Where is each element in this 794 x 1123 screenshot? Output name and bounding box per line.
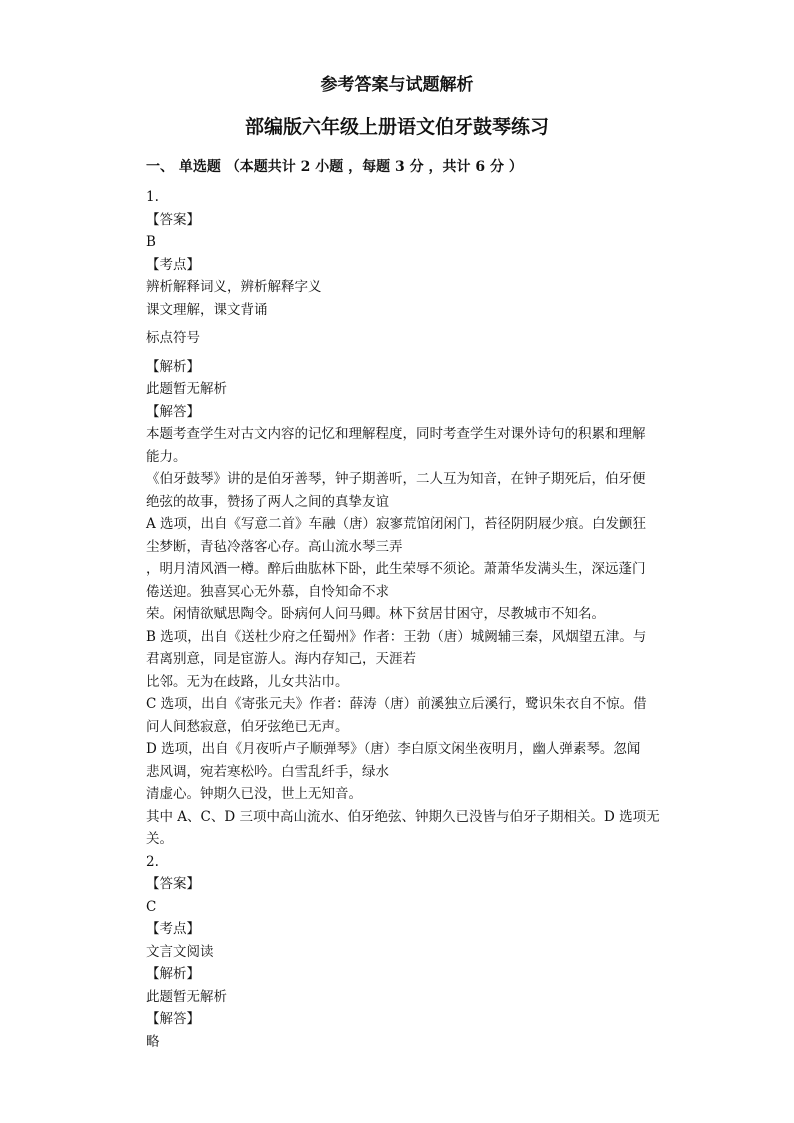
solution-line: 本题考查学生对古文内容的记忆和理解程度，同时考查学生对课外诗句的积累和理解 bbox=[146, 426, 646, 442]
solution-line: 绝弦的故事，赞扬了两人之间的真挚友谊 bbox=[146, 493, 389, 510]
doc-subtitle: 部编版六年级上册语文伯牙鼓琴练习 bbox=[244, 116, 549, 138]
q1-number: 1. bbox=[146, 189, 159, 205]
q2-number: 2. bbox=[146, 853, 159, 870]
q1-answer-label: 【答案】 bbox=[146, 211, 200, 228]
q2-analysis: 此题暂无解析 bbox=[146, 988, 227, 1005]
solution-line: C 选项，出自《寄张元夫》作者：薛涛（唐）前溪独立后溪行，鹭识朱衣自不惊。借 bbox=[146, 696, 647, 712]
q2-analysis-label: 【解析】 bbox=[146, 966, 200, 982]
q1-point: 标点符号 bbox=[146, 330, 200, 346]
solution-line: A 选项，出自《写意二首》车融（唐）寂寥荒馆闭闲门，苔径阴阴屐少痕。白发颤狂 bbox=[146, 516, 647, 532]
q1-solution bbox=[146, 423, 686, 851]
q1-analysis-label: 【解析】 bbox=[146, 358, 200, 375]
solution-line: 能力。 bbox=[146, 448, 187, 465]
q1-solution-label: 【解答】 bbox=[146, 403, 200, 420]
q1-answer: B bbox=[146, 234, 156, 250]
q1-point: 课文理解，课文背诵 bbox=[146, 301, 268, 318]
solution-line: 《伯牙鼓琴》讲的是伯牙善琴，钟子期善听，二人互为知音，在钟子期死后，伯牙便 bbox=[146, 471, 646, 487]
q2-solution-label: 【解答】 bbox=[146, 1011, 200, 1027]
solution-line: 比邻。无为在歧路，儿女共沾巾。 bbox=[146, 673, 349, 690]
solution-line: ，明月清风酒一樽。醉后曲肱林下卧，此生荣辱不须论。萧萧华发满头生，深远蓬门 bbox=[146, 561, 646, 577]
solution-line: 其中 A、C、D 三项中高山流水、伯牙绝弦、钟期久已没皆与伯牙子期相关。D 选项无 bbox=[146, 808, 660, 825]
solution-line: D 选项，出自《月夜听卢子顺弹琴》（唐）李白原文闲坐夜明月，幽人弹素琴。忽闻 bbox=[146, 741, 641, 757]
q2-answer-label: 【答案】 bbox=[146, 876, 200, 892]
solution-line: 君离别意，同是宦游人。海内存知己，天涯若 bbox=[146, 651, 416, 667]
solution-line: 荣。闲情欲赋思陶令。卧病何人问马卿。林下贫居甘困守，尽教城市不知名。 bbox=[146, 606, 605, 622]
solution-line: 悲风调，宛若寒松吟。白雪乱纤手，绿水 bbox=[146, 763, 389, 780]
section-heading: 一、 单选题 （本题共计 2 小题 ，每题 3 分 ，共计 6 分 ） bbox=[146, 159, 523, 175]
q1-points-label: 【考点】 bbox=[146, 256, 200, 273]
q1-analysis: 此题暂无解析 bbox=[146, 381, 227, 397]
solution-line: 尘梦断，青毡冷落客心存。高山流水琴三弄 bbox=[146, 538, 403, 555]
doc-title: 参考答案与试题解析 bbox=[320, 75, 474, 95]
q2-answer: C bbox=[146, 898, 157, 915]
q2-points-label: 【考点】 bbox=[146, 921, 200, 937]
solution-line: 清虚心。钟期久已没，世上无知音。 bbox=[146, 786, 362, 802]
q1-point: 辨析解释词义，辨析解释字义 bbox=[146, 279, 322, 295]
solution-line: 问人间愁寂意，伯牙弦绝已无声。 bbox=[146, 718, 349, 735]
answers-body bbox=[146, 186, 686, 1053]
solution-line: 关。 bbox=[146, 831, 173, 847]
q2-solution: 略 bbox=[146, 1033, 160, 1050]
q2-point: 文言文阅读 bbox=[146, 943, 214, 960]
solution-line: 倦送迎。独喜冥心无外慕，自怜知命不求 bbox=[146, 583, 389, 600]
solution-line: B 选项，出自《送杜少府之任蜀州》作者：王勃（唐）城阙辅三秦，风烟望五津。与 bbox=[146, 628, 647, 645]
